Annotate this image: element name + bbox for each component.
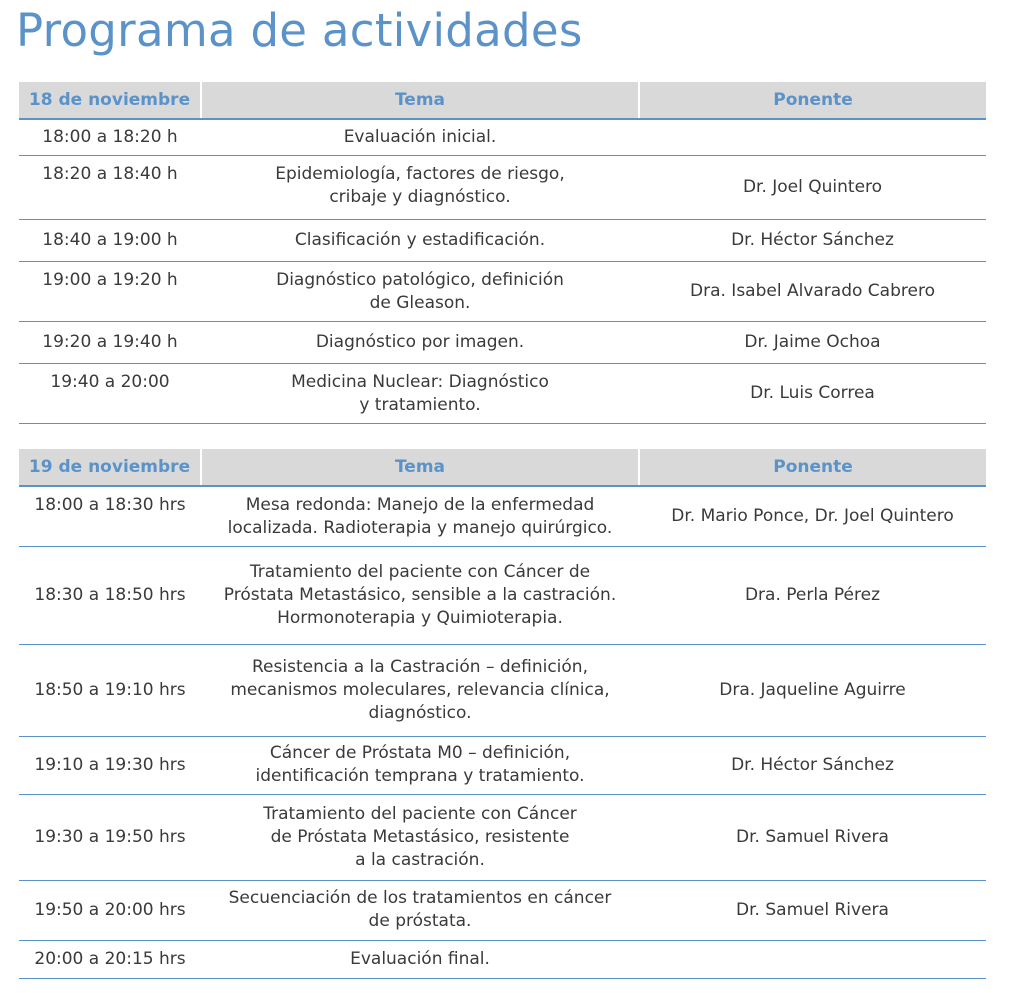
ponente-cell: Dr. Héctor Sánchez <box>639 219 986 261</box>
tema-cell: Cáncer de Próstata M0 – definición, identificación temprana y tratamiento. <box>201 736 639 794</box>
tema-cell: Tratamiento del paciente con Cáncer de Próstata Metastásico, resistente a la castración. <box>201 794 639 880</box>
tema-cell: Tratamiento del paciente con Cáncer de Próstata Metastásico, sensible a la castración. Hormonoterapia y Quimioterapia. <box>201 546 639 644</box>
table-row <box>19 119 986 155</box>
schedule-table-day-1 <box>19 82 986 424</box>
time-cell: 19:50 a 20:00 hrs <box>19 880 201 940</box>
ponente-header: Ponente <box>639 449 986 486</box>
ponente-cell: Dr. Samuel Rivera <box>639 794 986 880</box>
table-row <box>19 794 986 880</box>
tema-cell: Medicina Nuclear: Diagnóstico y tratamiento. <box>201 363 639 423</box>
table-row <box>19 219 986 261</box>
ponente-cell: Dra. Jaqueline Aguirre <box>639 644 986 736</box>
table-row <box>19 486 986 546</box>
page-title: Programa de actividades <box>16 4 583 57</box>
ponente-cell: Dra. Isabel Alvarado Cabrero <box>639 261 986 321</box>
time-cell: 19:20 a 19:40 h <box>19 321 201 363</box>
tema-cell: Evaluación final. <box>201 940 639 978</box>
time-cell: 18:00 a 18:30 hrs <box>19 486 201 546</box>
table-row <box>19 880 986 940</box>
tema-cell: Evaluación inicial. <box>201 119 639 155</box>
tema-header: Tema <box>201 449 639 486</box>
ponente-cell: Dr. Samuel Rivera <box>639 880 986 940</box>
time-cell: 18:40 a 19:00 h <box>19 219 201 261</box>
ponente-cell: Dr. Mario Ponce, Dr. Joel Quintero <box>639 486 986 546</box>
time-cell: 19:30 a 19:50 hrs <box>19 794 201 880</box>
date-header: 18 de noviembre <box>19 82 201 119</box>
ponente-cell: Dra. Perla Pérez <box>639 546 986 644</box>
ponente-cell <box>639 940 986 978</box>
date-header: 19 de noviembre <box>19 449 201 486</box>
table-row <box>19 155 986 219</box>
table-row <box>19 321 986 363</box>
table-row <box>19 940 986 978</box>
table-row <box>19 546 986 644</box>
tema-cell: Diagnóstico por imagen. <box>201 321 639 363</box>
time-cell: 20:00 a 20:15 hrs <box>19 940 201 978</box>
time-cell: 19:10 a 19:30 hrs <box>19 736 201 794</box>
table-row <box>19 736 986 794</box>
time-cell: 19:00 a 19:20 h <box>19 261 201 321</box>
table-row <box>19 261 986 321</box>
tema-cell: Clasificación y estadificación. <box>201 219 639 261</box>
ponente-cell: Dr. Héctor Sánchez <box>639 736 986 794</box>
table-row <box>19 644 986 736</box>
time-cell: 18:50 a 19:10 hrs <box>19 644 201 736</box>
tema-header: Tema <box>201 82 639 119</box>
tema-cell: Secuenciación de los tratamientos en cáncer de próstata. <box>201 880 639 940</box>
ponente-header: Ponente <box>639 82 986 119</box>
table-header-row <box>19 449 986 486</box>
table-header-row <box>19 82 986 119</box>
table-row <box>19 363 986 423</box>
tema-cell: Mesa redonda: Manejo de la enfermedad localizada. Radioterapia y manejo quirúrgico. <box>201 486 639 546</box>
tema-cell: Resistencia a la Castración – definición, mecanismos moleculares, relevancia clínica, diagnóstico. <box>201 644 639 736</box>
time-cell: 19:40 a 20:00 <box>19 363 201 423</box>
ponente-cell: Dr. Joel Quintero <box>639 155 986 219</box>
ponente-cell <box>639 119 986 155</box>
schedule-table-day-2 <box>19 449 986 979</box>
tema-cell: Epidemiología, factores de riesgo, cribaje y diagnóstico. <box>201 155 639 219</box>
tema-cell: Diagnóstico patológico, definición de Gleason. <box>201 261 639 321</box>
ponente-cell: Dr. Jaime Ochoa <box>639 321 986 363</box>
ponente-cell: Dr. Luis Correa <box>639 363 986 423</box>
time-cell: 18:20 a 18:40 h <box>19 155 201 219</box>
time-cell: 18:00 a 18:20 h <box>19 119 201 155</box>
time-cell: 18:30 a 18:50 hrs <box>19 546 201 644</box>
